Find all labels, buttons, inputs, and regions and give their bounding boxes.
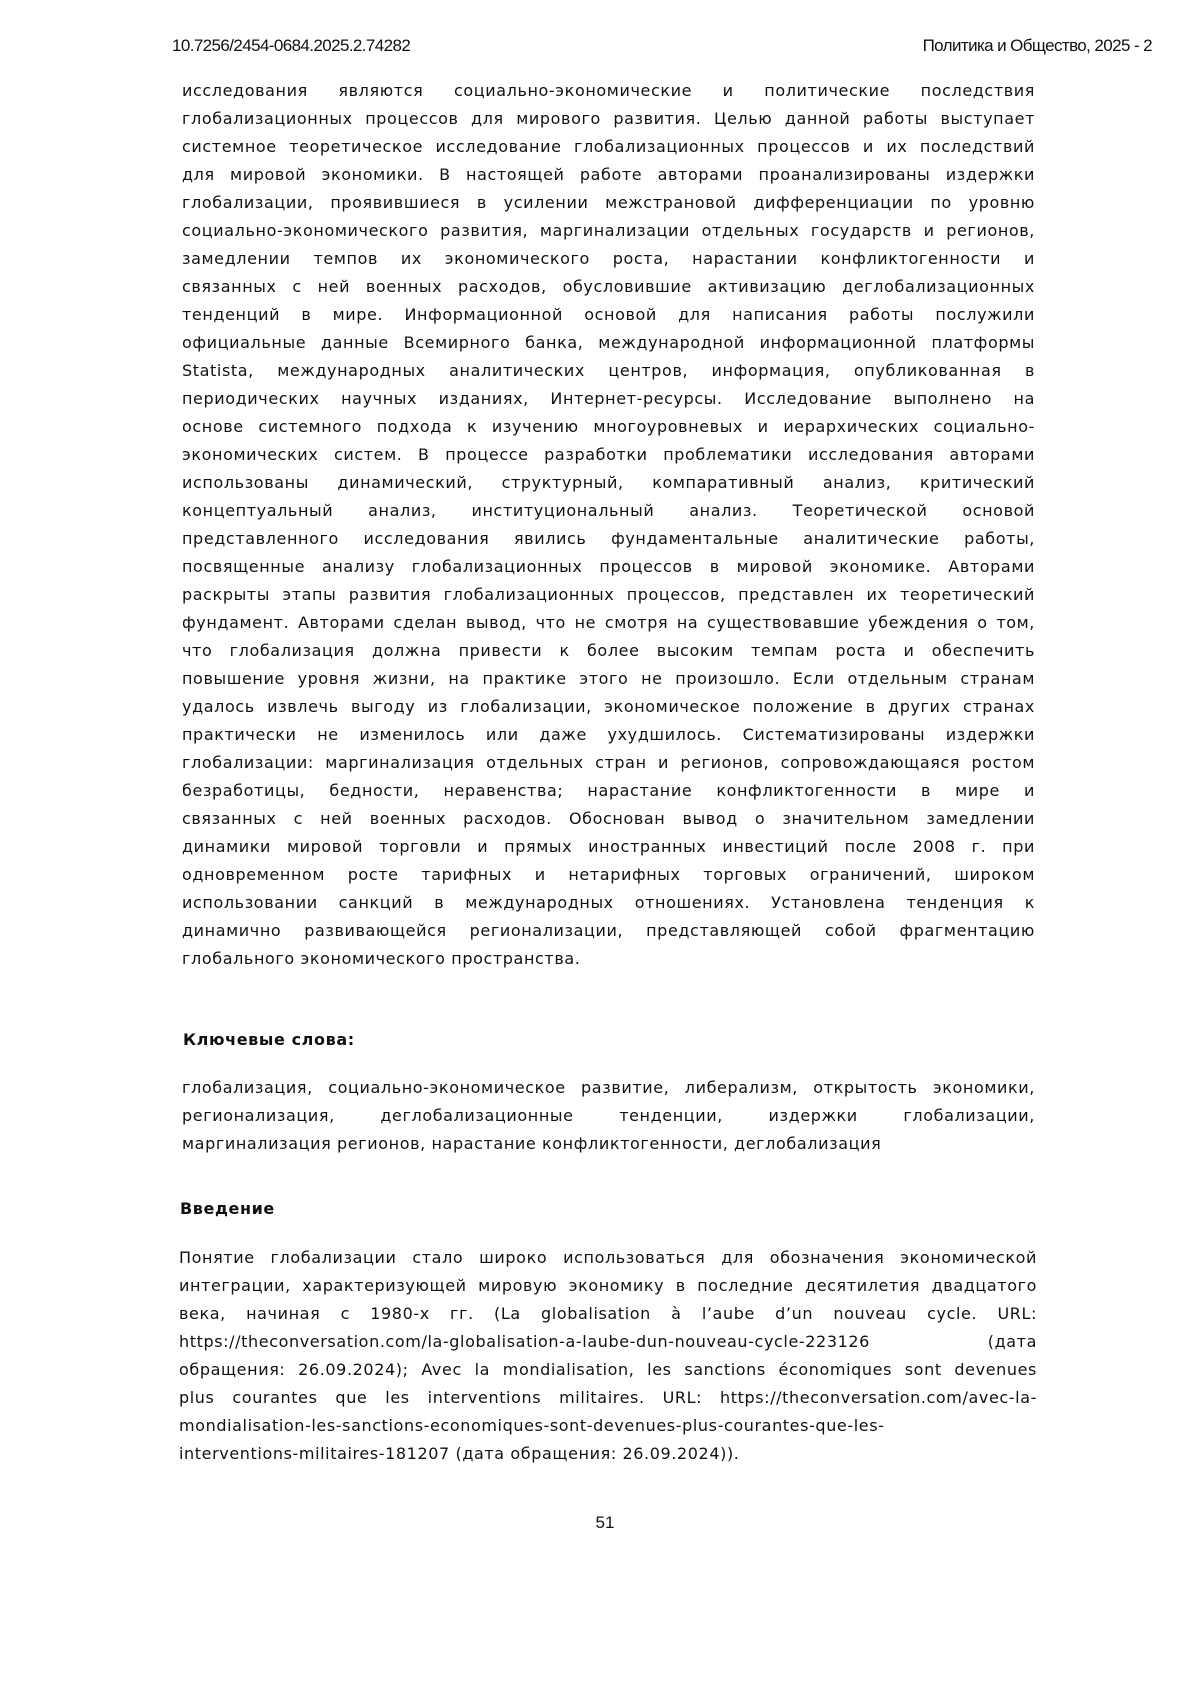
introduction-paragraph [179, 1244, 1037, 1468]
text-line: связанных с ней военных расходов, обусловившие активизацию деглобализационных [182, 277, 1035, 296]
text-line: связанных с ней военных расходов. Обоснован вывод о значительном замедлении [182, 809, 1035, 828]
text-line: Понятие глобализации стало широко использоваться для обозначения экономической [179, 1248, 1037, 1267]
text-line: повышение уровня жизни, на практике этого не произошло. Если отдельным странам [182, 669, 1035, 688]
text-line: mondialisation-les-sanctions-economiques-sont-devenues-plus-courantes-que-les- [179, 1416, 885, 1435]
text-line: практически не изменилось или даже ухудшилось. Систематизированы издержки [182, 725, 1035, 744]
text-line: официальные данные Всемирного банка, международной информационной платформы [182, 333, 1035, 352]
text-line: обращения: 26.09.2024); Avec la mondialisation, les sanctions économiques sont devenues [179, 1360, 1037, 1379]
text-line: концептуальный анализ, институциональный анализ. Теоретической основой [182, 501, 1035, 520]
text-line: динамики мировой торговли и прямых иностранных инвестиций после 2008 г. при [182, 837, 1035, 856]
text-line: века, начиная с 1980-х гг. (La globalisation à l’aube d’un nouveau cycle. URL: [179, 1304, 1037, 1323]
text-line: удалось извлечь выгоду из глобализации, экономическое положение в других странах [182, 697, 1035, 716]
text-line: периодических научных изданиях, Интернет-ресурсы. Исследование выполнено на [182, 389, 1035, 408]
text-line: interventions-militaires-181207 (дата обращения: 26.09.2024)). [179, 1444, 740, 1463]
text-line: представленного исследования явились фундаментальные аналитические работы, [182, 529, 1035, 548]
text-line: plus courantes que les interventions militaires. URL: https://theconversation.com/avec-la- [179, 1388, 1037, 1407]
text-line: экономических систем. В процессе разработки проблематики исследования авторами [182, 445, 1035, 464]
text-line: глобализация, социально-экономическое развитие, либерализм, открытость экономики, [182, 1078, 1035, 1097]
text-line: глобализационных процессов для мирового развития. Целью данной работы выступает [182, 109, 1035, 128]
text-line: маргинализация регионов, нарастание конфликтогенности, деглобализация [182, 1134, 882, 1153]
keywords-heading: Ключевые слова: [183, 1030, 355, 1049]
text-line: для мировой экономики. В настоящей работе авторами проанализированы издержки [182, 165, 1035, 184]
text-line: глобализации: маргинализация отдельных стран и регионов, сопровождающаяся ростом [182, 753, 1035, 772]
text-line: посвященные анализу глобализационных процессов в мировой экономике. Авторами [182, 557, 1035, 576]
text-line: глобального экономического пространства. [182, 949, 581, 968]
text-line: тенденций в мире. Информационной основой для написания работы послужили [182, 305, 1035, 324]
text-line: Statista, международных аналитических центров, информация, опубликованная в [182, 361, 1035, 380]
text-line: https://theconversation.com/la-globalisation-a-laube-dun-nouveau-cycle-223126 (дата [179, 1332, 1037, 1351]
doi-header: 10.7256/2454-0684.2025.2.74282 [172, 36, 411, 55]
text-line: замедлении темпов их экономического роста, нарастании конфликтогенности и [182, 249, 1035, 268]
text-line: социально-экономического развития, маргинализации отдельных государств и регионов, [182, 221, 1035, 240]
keywords-paragraph [182, 1074, 1035, 1158]
text-line: раскрыты этапы развития глобализационных процессов, представлен их теоретический [182, 585, 1035, 604]
text-line: использованы динамический, структурный, компаративный анализ, критический [182, 473, 1035, 492]
text-line: интеграции, характеризующей мировую экономику в последние десятилетия двадцатого [179, 1276, 1037, 1295]
text-line: что глобализация должна привести к более высоким темпам роста и обеспечить [182, 641, 1035, 660]
text-line: использовании санкций в международных отношениях. Установлена тенденция к [182, 893, 1035, 912]
text-line: одновременном росте тарифных и нетарифных торговых ограничений, широком [182, 865, 1035, 884]
text-line: регионализация, деглобализационные тенденции, издержки глобализации, [182, 1106, 1035, 1125]
text-line: фундамент. Авторами сделан вывод, что не смотря на существовавшие убеждения о том, [182, 613, 1035, 632]
text-line: глобализации, проявившиеся в усилении межстрановой дифференциации по уровню [182, 193, 1035, 212]
page-number: 51 [595, 1513, 615, 1532]
text-line: системное теоретическое исследование глобализационных процессов и их последствий [182, 137, 1035, 156]
text-line: безработицы, бедности, неравенства; нарастание конфликтогенности в мире и [182, 781, 1035, 800]
text-line: исследования являются социально-экономические и политические последствия [182, 81, 1035, 100]
text-line: динамично развивающейся регионализации, представляющей собой фрагментацию [182, 921, 1035, 940]
text-line: основе системного подхода к изучению многоуровневых и иерархических социально- [182, 417, 1035, 436]
abstract-paragraph [182, 77, 1035, 973]
journal-header: Политика и Общество, 2025 - 2 [922, 36, 1152, 55]
introduction-heading: Введение [180, 1199, 275, 1218]
